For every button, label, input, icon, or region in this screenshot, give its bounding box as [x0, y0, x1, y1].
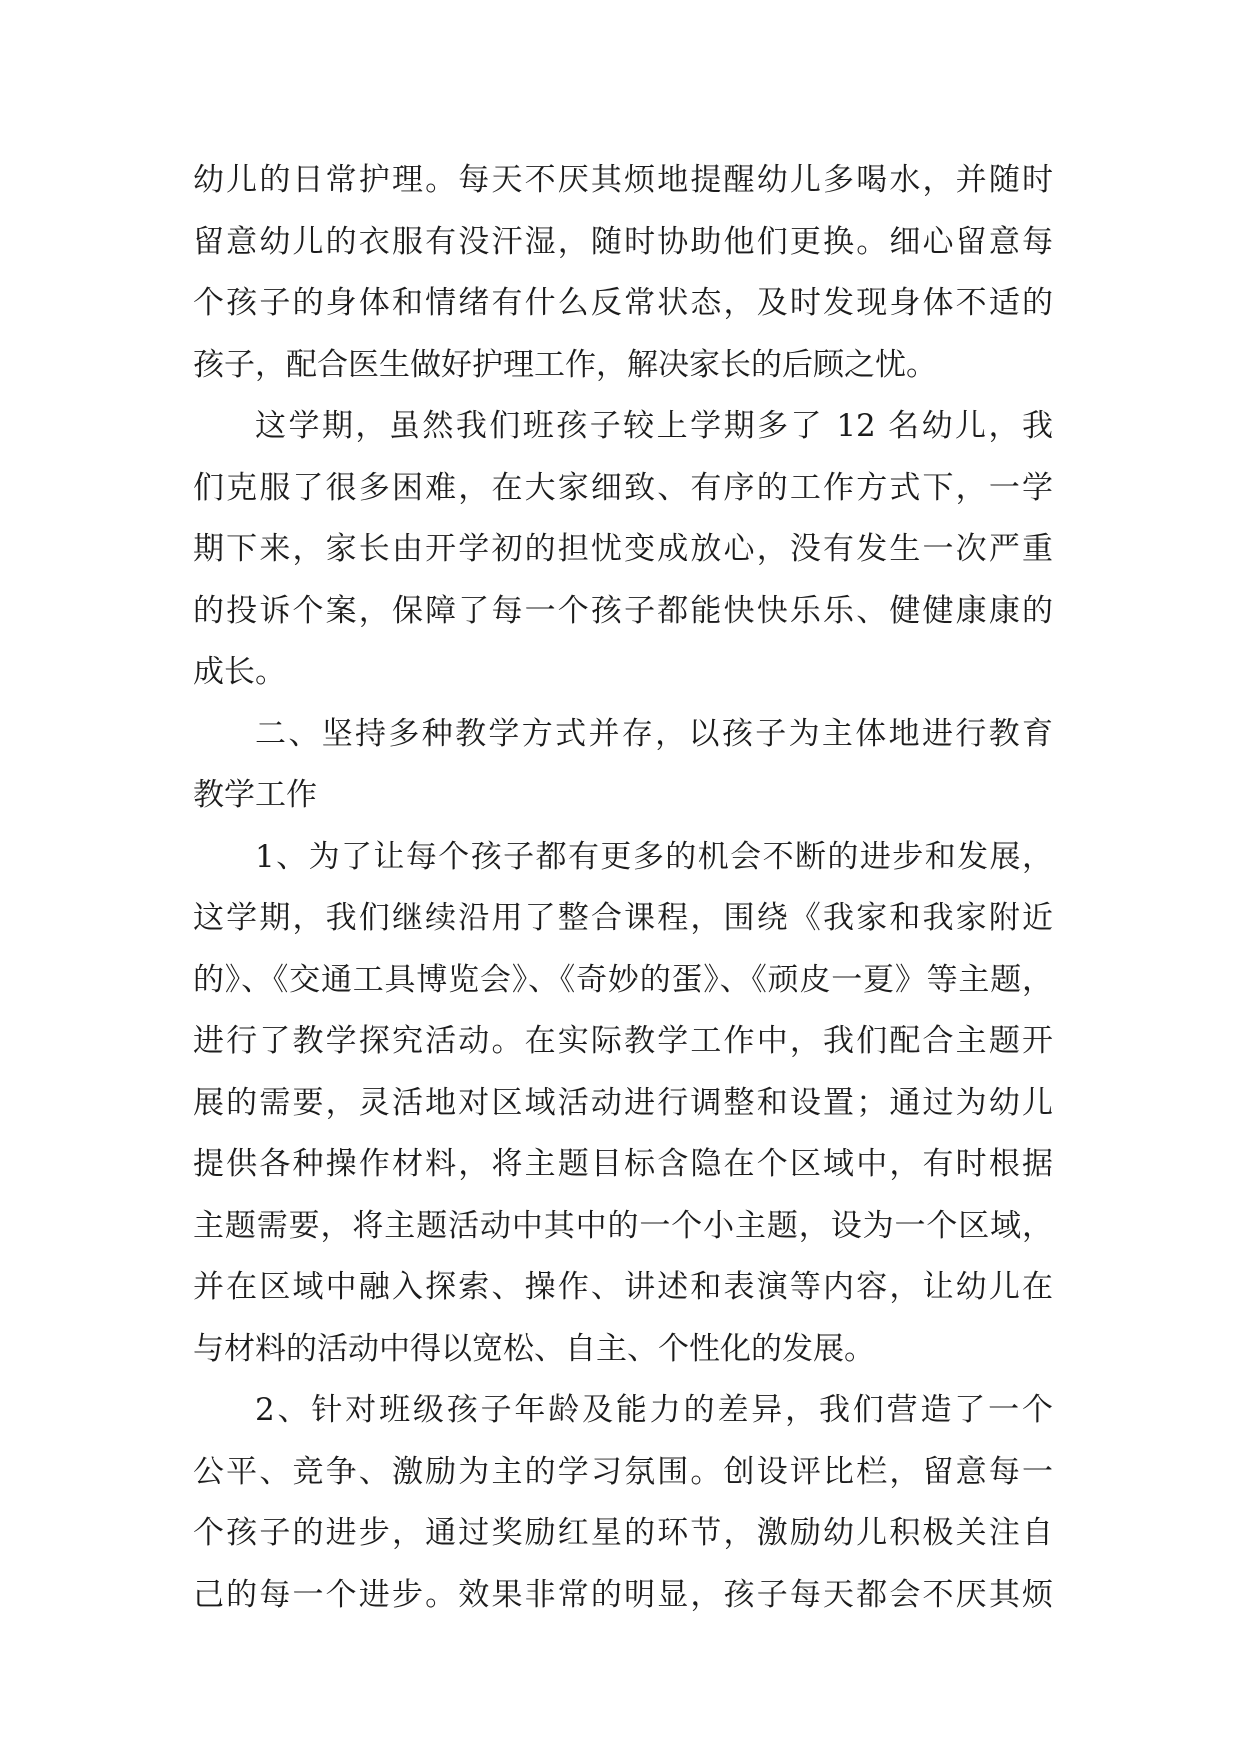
- text-line: 主题需要，将主题活动中其中的一个小主题，设为一个区域，: [193, 1207, 1053, 1244]
- text-line: 展的需要，灵活地对区域活动进行调整和设置；通过为幼儿: [193, 1084, 1053, 1121]
- text-line: 公平、竞争、激励为主的学习氛围。创设评比栏，留意每一: [193, 1453, 1053, 1490]
- body-text: [193, 150, 1053, 1626]
- text-line: 进行了教学探究活动。在实际教学工作中，我们配合主题开: [193, 1023, 1053, 1059]
- text-line: 们克服了很多困难，在大家细致、有序的工作方式下，一学: [193, 469, 1053, 506]
- text-line: 孩子，配合医生做好护理工作，解决家长的后顾之忧。: [193, 346, 937, 383]
- text-line: 己的每一个进步。效果非常的明显，孩子每天都会不厌其烦: [193, 1576, 1053, 1613]
- text-line: 二、坚持多种教学方式并存，以孩子为主体地进行教育: [255, 715, 1053, 752]
- text-line: 与材料的活动中得以宽松、自主、个性化的发展。: [193, 1330, 875, 1367]
- text-line: 这学期，虽然我们班孩子较上学期多了 12 名幼儿，我: [255, 408, 1053, 444]
- text-line: 这学期，我们继续沿用了整合课程，围绕《我家和我家附近: [193, 900, 1053, 936]
- text-line: 2、针对班级孩子年龄及能力的差异，我们营造了一个: [255, 1392, 1053, 1428]
- text-line: 的投诉个案，保障了每一个孩子都能快快乐乐、健健康康的: [193, 592, 1053, 629]
- text-line: 个孩子的进步，通过奖励红星的环节，激励幼儿积极关注自: [193, 1515, 1053, 1551]
- text-line: 个孩子的身体和情绪有什么反常状态，及时发现身体不适的: [193, 285, 1053, 321]
- text-line: 成长。: [193, 654, 286, 690]
- text-line: 期下来，家长由开学初的担忧变成放心，没有发生一次严重: [193, 531, 1053, 567]
- text-line: 1、为了让每个孩子都有更多的机会不断的进步和发展，: [255, 838, 1053, 875]
- text-line: 留意幼儿的衣服有没汗湿，随时协助他们更换。细心留意每: [193, 223, 1053, 260]
- text-line: 的》、《交通工具博览会》、《奇妙的蛋》、《顽皮一夏》等主题，: [193, 961, 1053, 998]
- text-line: 教学工作: [193, 777, 317, 813]
- text-line: 并在区域中融入探索、操作、讲述和表演等内容，让幼儿在: [193, 1269, 1053, 1305]
- text-line: 幼儿的日常护理。每天不厌其烦地提醒幼儿多喝水，并随时: [193, 162, 1053, 198]
- text-line: 提供各种操作材料，将主题目标含隐在个区域中，有时根据: [193, 1146, 1053, 1182]
